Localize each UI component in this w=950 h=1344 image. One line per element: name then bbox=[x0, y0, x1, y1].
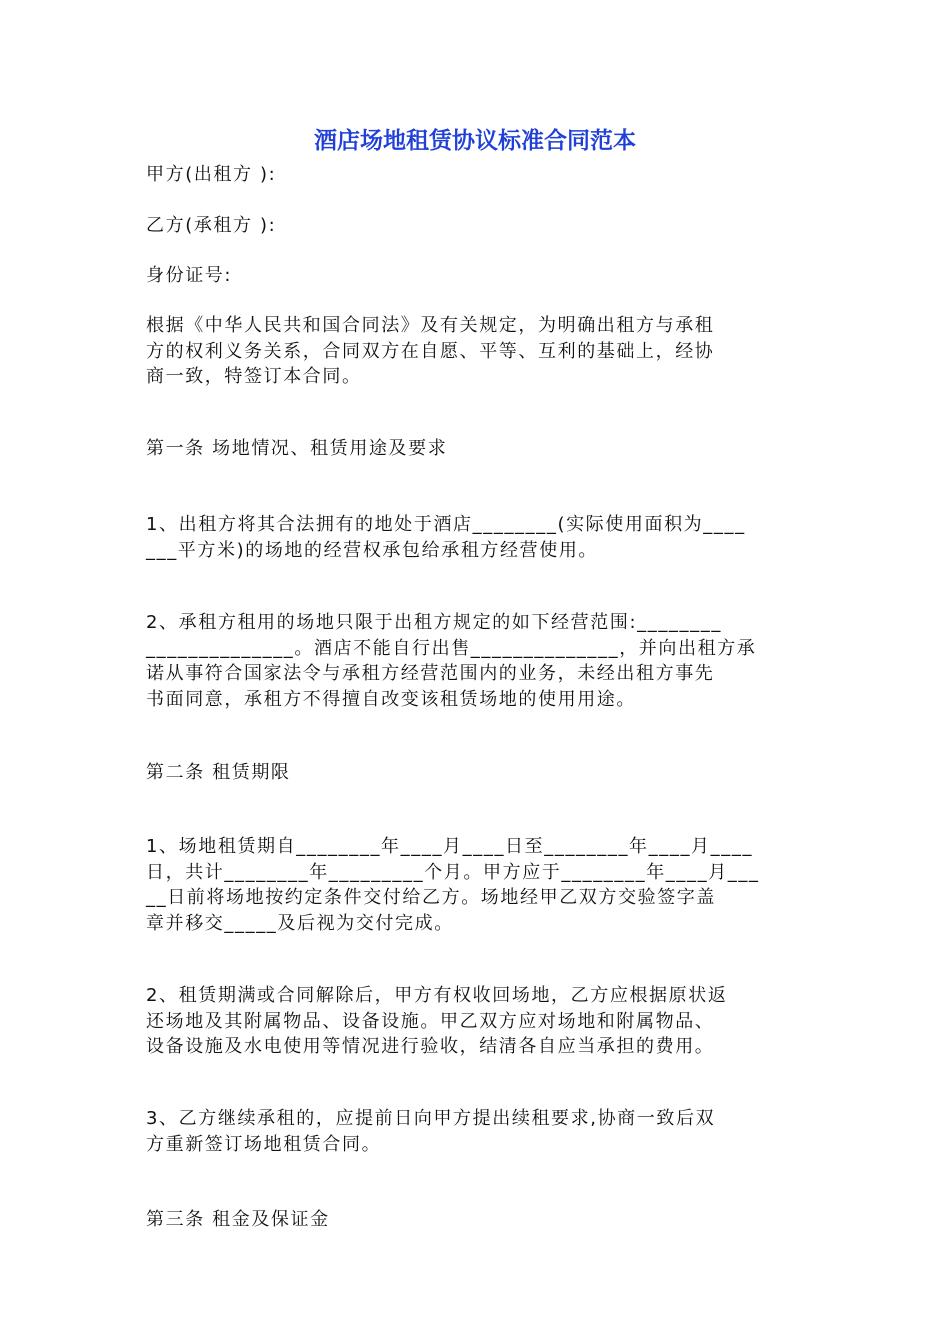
article-3-heading: 第三条 租金及保证金 bbox=[146, 1209, 330, 1230]
party-a-line: 甲方(出租方 ): bbox=[146, 164, 277, 185]
paragraph-line: 方重新签订场地租赁合同。 bbox=[146, 1133, 382, 1155]
paragraph-line: 1、场地租赁期自________年____月____日至________年____月____ bbox=[146, 836, 754, 857]
document-title: 酒店场地租赁协议标准合同范本 bbox=[314, 128, 636, 154]
paragraph-line: 日，共计________年_________个月。甲方应于________年____月___ bbox=[146, 861, 760, 883]
id-number-line: 身份证号: bbox=[146, 265, 233, 286]
paragraph-line: __日前将场地按约定条件交付给乙方。场地经甲乙双方交验签字盖 bbox=[146, 887, 716, 908]
paragraph-line: 1、出租方将其合法拥有的地处于酒店________(实际使用面积为____ bbox=[146, 514, 746, 535]
paragraph-line: ___平方米)的场地的经营权承包给承租方经营使用。 bbox=[146, 539, 599, 561]
article-1-item-2 bbox=[146, 610, 806, 712]
paragraph-line: 章并移交_____及后视为交付完成。 bbox=[146, 912, 454, 934]
article-1-heading: 第一条 场地情况、租赁用途及要求 bbox=[146, 438, 448, 459]
paragraph-line: 2、承租方租用的场地只限于出租方规定的如下经营范围:________ bbox=[146, 612, 722, 633]
paragraph-line: 还场地及其附属物品、设备设施。甲乙双方应对场地和附属物品、 bbox=[146, 1010, 715, 1032]
paragraph-line: ______________。酒店不能自行出售______________，并向出租方承 bbox=[146, 637, 757, 659]
intro-line: 商一致，特签订本合同。 bbox=[146, 366, 362, 387]
paragraph-line: 书面同意，承租方不得擅自改变该租赁场地的使用用途。 bbox=[146, 688, 636, 710]
intro-paragraph bbox=[146, 313, 806, 390]
article-2-item-3 bbox=[146, 1106, 806, 1157]
paragraph-line: 3、乙方继续承租的，应提前日向甲方提出续租要求,协商一致后双 bbox=[146, 1108, 716, 1129]
article-1-item-1 bbox=[146, 512, 806, 563]
party-b-line: 乙方(承租方 ): bbox=[146, 215, 277, 236]
article-2-item-1 bbox=[146, 834, 806, 936]
intro-line: 方的权利义务关系，合同双方在自愿、平等、互利的基础上，经协 bbox=[146, 340, 715, 362]
intro-line: 根据《中华人民共和国合同法》及有关规定，为明确出租方与承租 bbox=[146, 315, 715, 336]
article-2-item-2 bbox=[146, 983, 806, 1060]
paragraph-line: 设备设施及水电使用等情况进行验收，结清各自应当承担的费用。 bbox=[146, 1036, 715, 1057]
paragraph-line: 2、租赁期满或合同解除后，甲方有权收回场地，乙方应根据原状返 bbox=[146, 985, 728, 1006]
paragraph-line: 诺从事符合国家法令与承租方经营范围内的业务，未经出租方事先 bbox=[146, 663, 715, 684]
article-2-heading: 第二条 租赁期限 bbox=[146, 762, 291, 783]
